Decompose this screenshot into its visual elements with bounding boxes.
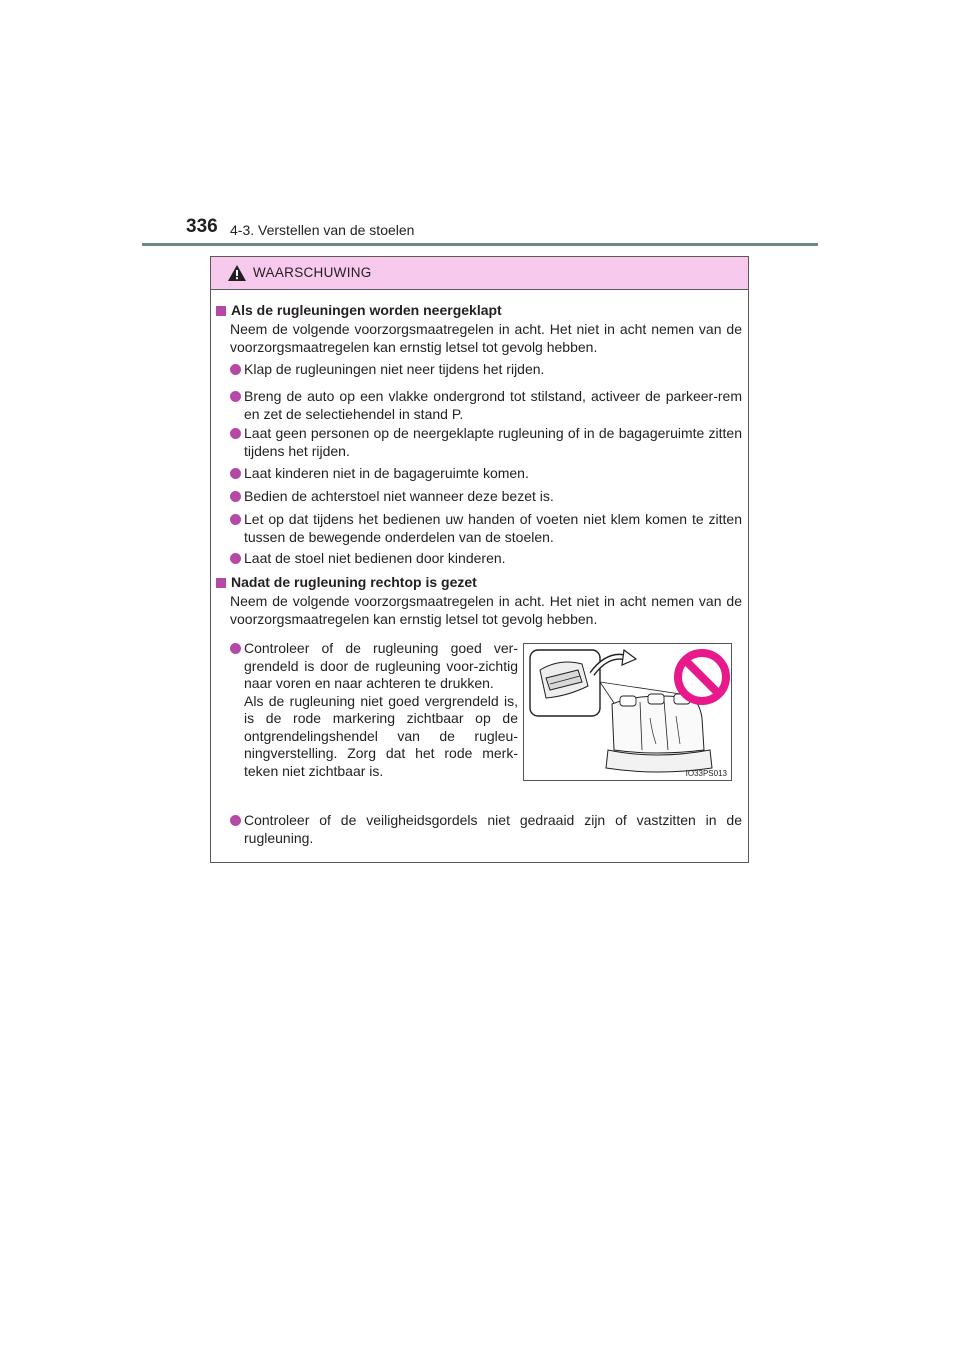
warning-box (210, 256, 749, 863)
bullet-dot-icon (230, 364, 241, 375)
warning-header (211, 257, 748, 290)
bullet-dot-icon (230, 468, 241, 479)
list-item: Klap de rugleuningen niet neer tijdens het rijden. (230, 361, 742, 379)
section-title: 4-3. Verstellen van de stoelen (230, 222, 415, 238)
section1-heading: Als de rugleuningen worden neergeklapt (216, 301, 502, 319)
list-item: Controleer of de veiligheidsgordels niet gedraaid zijn of vastzitten in de rugleuning. (230, 812, 742, 847)
rear-seat-image (524, 644, 731, 780)
list-item: Laat kinderen niet in de bagageruimte komen. (230, 465, 742, 483)
bullet-dot-icon (230, 553, 241, 564)
prohibition-icon (678, 653, 726, 701)
section2-intro: Neem de volgende voorzorgsmaatregelen in acht. Het niet in acht nemen van de voorzorgsmaatregelen kan ernstig letsel tot gevolg hebben. (230, 593, 742, 627)
header-rule (142, 243, 818, 246)
list-item: Laat geen personen op de neergeklapte rugleuning of in de bagageruimte zitten tijdens het rijden. (230, 425, 742, 460)
section2-note: Als de rugleuning niet goed vergrendeld is, is de rode markering zichtbaar op de ontgrendelingshendel van de rugleu-ningverstelling. Zorg dat het rode merk-teken niet zichtbaar is. (244, 692, 518, 779)
bullet-dot-icon (230, 514, 241, 525)
bullet-dot-icon (230, 815, 241, 826)
list-item: Breng de auto op een vlakke ondergrond tot stilstand, activeer de parkeer-rem en zet de selectiehendel in stand P. (230, 388, 742, 423)
bullet-dot-icon (230, 391, 241, 402)
warning-triangle-icon (227, 264, 247, 282)
list-item: Controleer of de rugleuning goed ver-grendeld is door de rugleuning voor-zichtig naar voren en naar achteren te drukken. Als de rugleuning niet goed vergrendeld is, is de rode markering zichtbaar op de ontgrendelingshendel van de rugleu-ningverstelling. Zorg dat het rode merk-teken niet zichtbaar is. (230, 640, 518, 780)
section2-heading: Nadat de rugleuning rechtop is gezet (216, 573, 477, 591)
seat-illustration (523, 643, 732, 781)
bullet-dot-icon (230, 491, 241, 502)
list-item: Laat de stoel niet bedienen door kinderen. (230, 550, 742, 568)
page-number: 336 (186, 216, 218, 237)
figure-code: IO33PS013 (685, 769, 727, 778)
bullet-dot-icon (230, 428, 241, 439)
warning-title: WAARSCHUWING (253, 265, 372, 280)
list-item: Bedien de achterstoel niet wanneer deze bezet is. (230, 488, 742, 506)
square-bullet-icon (216, 306, 226, 316)
list-item: Let op dat tijdens het bedienen uw handen of voeten niet klem komen te zitten tussen de bewegende onderdelen van de stoelen. (230, 511, 742, 546)
bullet-dot-icon (230, 643, 241, 654)
section1-intro: Neem de volgende voorzorgsmaatregelen in acht. Het niet in acht nemen van de voorzorgsmaatregelen kan ernstig letsel tot gevolg hebben. (230, 321, 742, 355)
square-bullet-icon (216, 578, 226, 588)
